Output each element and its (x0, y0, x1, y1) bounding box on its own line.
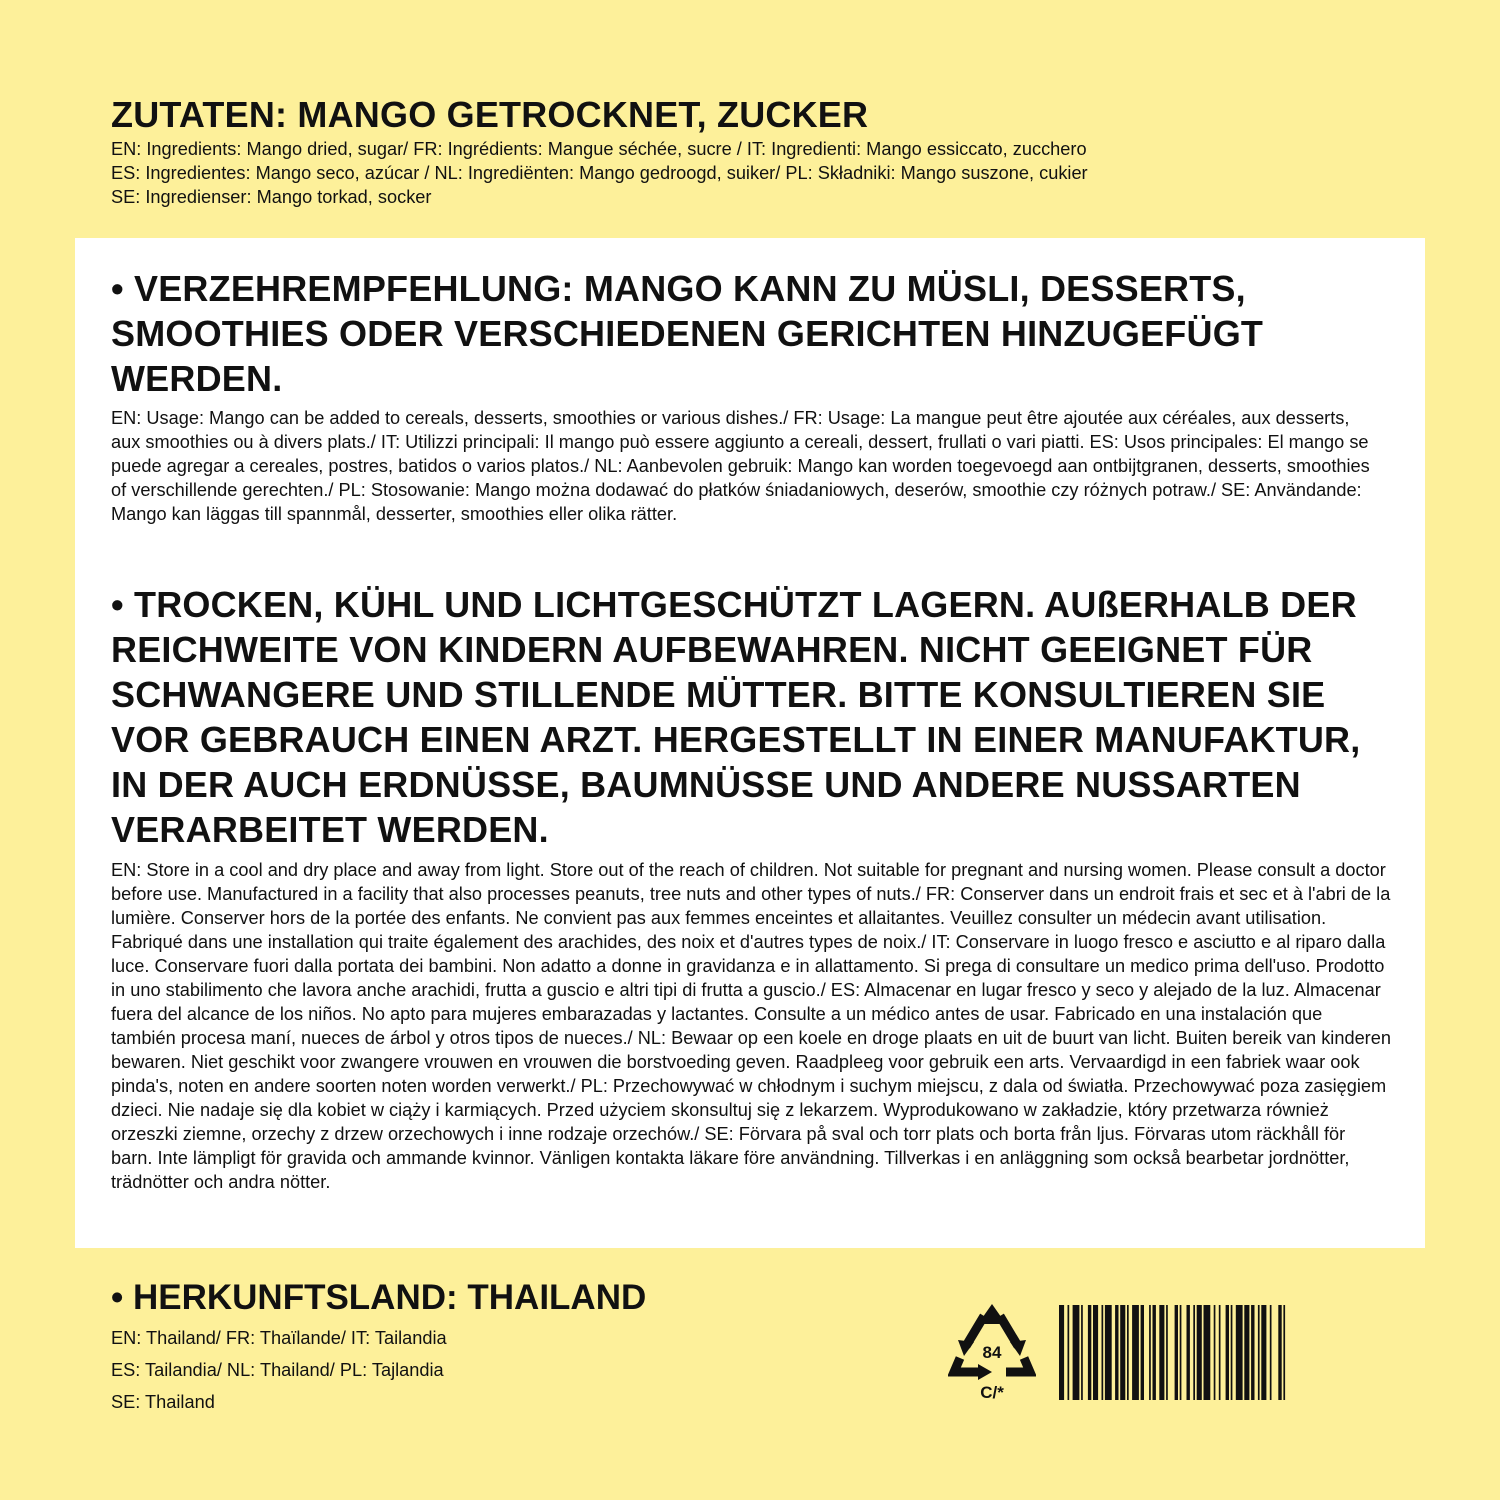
barcode-bar (1159, 1305, 1164, 1400)
barcode-bar (1132, 1305, 1139, 1400)
origin-line-1: EN: Thailand/ FR: Thaïlande/ IT: Tailandia (111, 1328, 447, 1348)
ingredients-line-3: SE: Ingredienser: Mango torkad, socker (111, 187, 432, 207)
barcode-bar (1120, 1305, 1125, 1400)
barcode-bar (1261, 1305, 1266, 1400)
barcode-bar (1180, 1305, 1182, 1400)
barcode-bar (1214, 1305, 1216, 1400)
barcode-bar (1115, 1305, 1118, 1400)
origin-line-3: SE: Thailand (111, 1392, 215, 1412)
barcode-bar (1231, 1305, 1233, 1400)
barcode-bar (1073, 1305, 1080, 1400)
barcode-bar (1102, 1305, 1104, 1400)
barcode-bar (1258, 1305, 1260, 1400)
barcode-bar (1219, 1305, 1221, 1400)
barcode-bar (1127, 1305, 1129, 1400)
recycling-material: C/* (980, 1383, 1004, 1402)
ingredients-title: ZUTATEN: MANGO GETROCKNET, ZUCKER (111, 94, 869, 135)
barcode-bar (1283, 1305, 1285, 1400)
origin-section (111, 1278, 811, 1414)
barcode-bar (1197, 1305, 1202, 1400)
recycling-symbol-icon (948, 1302, 1036, 1402)
barcode-bar (1270, 1305, 1272, 1400)
ingredients-line-1: EN: Ingredients: Mango dried, sugar/ FR: Ingrédients: Mangue séchée, sucre / IT: Ingredienti: Mango essiccato, zucchero (111, 139, 1087, 159)
barcode-bar (1226, 1305, 1229, 1400)
barcode-bar (1068, 1305, 1070, 1400)
barcode-bar (1204, 1305, 1211, 1400)
storage-translations: EN: Store in a cool and dry place and away from light. Store out of the reach of children. Not suitable for pregnant and nursing women. Please consult a doctor before use. Manufactured in a facility that also processes peanuts, tree nuts and other types of nuts./ FR: Conserver dans un endroit frais et sec et à l'abri de la lumière. Conserver hors de la portée des enfants. Ne convient pas aux femmes enceintes et allaitantes. Veuillez consulter un médecin avant utilisation. Fabriqué dans une installation qui traite également des arachides, des noix et d'autres types de noix./ IT: Conservare in luogo fresco e asciutto e al riparo dalla luce. Conservare fuori dalla portata dei bambini. Non adatto a donne in gravidanza e in allattamento. Si prega di consultare un medico prima dell'uso. Prodotto in uno stabilimento che lavora anche arachidi, frutta a guscio e altri tipi di frutta a guscio./ ES: Almacenar en lugar fresco y seco y alejado de la luz. Almacenar fuera del alcance de los niños. No apto para mujeres embarazadas y lactantes. Consulte a un médico antes de usar. Fabricado en una instalación que también procesa maní, nueces de árbol y otros tipos de nueces./ NL: Bewaar op een koele en droge plaats en uit de buurt van licht. Buiten bereik van kinderen bewaren. Niet geschikt voor zwangere vrouwen en vrouwen die borstvoeding geven. Raadpleeg voor gebruik een arts. Vervaardigd in een fabriek waar ook pinda's, noten en andere soorten noten worden verwerkt./ PL: Przechowywać w chłodnym i suchym miejscu, z dala od światła. Przechowywać poza zasięgiem dzieci. Nie nadaje się dla kobiet w ciąży i karmiących. Przed użyciem skonsultuj się z lekarzem. Wyprodukowano w zakładzie, który przetwarza również orzeszki ziemne, orzechy z drzew orzechowych i inne rodzaje orzechów./ SE: Förvara på sval och torr plats och borta från ljus. Förvaras utom räckhåll för barn. Inte lämpligt för gravida och ammande kvinnor. Vänligen kontakta läkare före användning. Tillverkas i en anläggning som också bearbetar jordnötter, trädnötter och andra nötter. (111, 860, 1391, 1192)
recycling-code: 84 (982, 1343, 1002, 1362)
barcode-bar (1278, 1305, 1281, 1400)
barcode-bar (1081, 1305, 1083, 1400)
origin-title: • HERKUNFTSLAND: THAILAND (111, 1278, 647, 1317)
ingredients-line-2: ES: Ingredientes: Mango seco, azúcar / NL: Ingrediënten: Mango gedroogd, suiker/ PL: Składniki: Mango suszone, cukier (111, 163, 1088, 183)
usage-title: • VERZEHREMPFEHLUNG: MANGO KANN ZU MÜSLI, DESSERTS, SMOOTHIES ODER VERSCHIEDENEN GERICHTEN HINZUGEFÜGT WERDEN. (111, 268, 1264, 399)
usage-section (111, 266, 1371, 526)
barcode-bar (1105, 1305, 1112, 1400)
barcode-bar (1141, 1305, 1144, 1400)
barcode-icon (1059, 1305, 1391, 1400)
origin-line-2: ES: Tailandia/ NL: Thailand/ PL: Tajlandia (111, 1360, 444, 1380)
barcode-bar (1187, 1305, 1190, 1400)
barcode-bar (1166, 1305, 1168, 1400)
ingredients-section (111, 92, 1361, 209)
storage-title: • TROCKEN, KÜHL UND LICHTGESCHÜTZT LAGERN. AUßERHALB DER REICHWEITE VON KINDERN AUFBEWAHREN. NICHT GEEIGNET FÜR SCHWANGERE UND STILLENDE MÜTTER. BITTE KONSULTIEREN SIE VOR GEBRAUCH EINEN ARZT. HERGESTELLT IN EINER MANUFAKTUR, IN DER AUCH ERDNÜSSE, BAUMNÜSSE UND ANDERE NUSSARTEN VERARBEITET WERDEN. (111, 584, 1361, 850)
barcode-bar (1244, 1305, 1249, 1400)
barcode-bar (1175, 1305, 1178, 1400)
barcode-bar (1059, 1305, 1064, 1400)
barcode-bar (1236, 1305, 1243, 1400)
barcode-bar (1093, 1305, 1098, 1400)
barcode-bar (1153, 1305, 1156, 1400)
storage-section (111, 582, 1391, 1194)
barcode-bar (1193, 1305, 1195, 1400)
barcode-bar (1088, 1305, 1091, 1400)
barcode-bar (1149, 1305, 1151, 1400)
usage-translations: EN: Usage: Mango can be added to cereals, desserts, smoothies or various dishes./ FR: Usage: La mangue peut être ajoutée aux céréales, aux desserts, aux smoothies ou à divers plats./ IT: Utilizzi principali: Il mango può essere aggiunto a cereali, dessert, frullati o vari piatti. ES: Usos principales: El mango se puede agregar a cereales, postres, batidos o varios platos./ NL: Aanbevolen gebruik: Mango kan worden toegevoegd aan ontbijtgranen, desserts, smoothies of verschillende gerechten./ PL: Stosowanie: Mango można dodawać do płatków śniadaniowych, deserów, smoothie czy różnych potraw./ SE: Användande: Mango kan läggas till spannmål, desserter, smoothies eller olika rätter. (111, 408, 1370, 524)
barcode-bar (1251, 1305, 1254, 1400)
